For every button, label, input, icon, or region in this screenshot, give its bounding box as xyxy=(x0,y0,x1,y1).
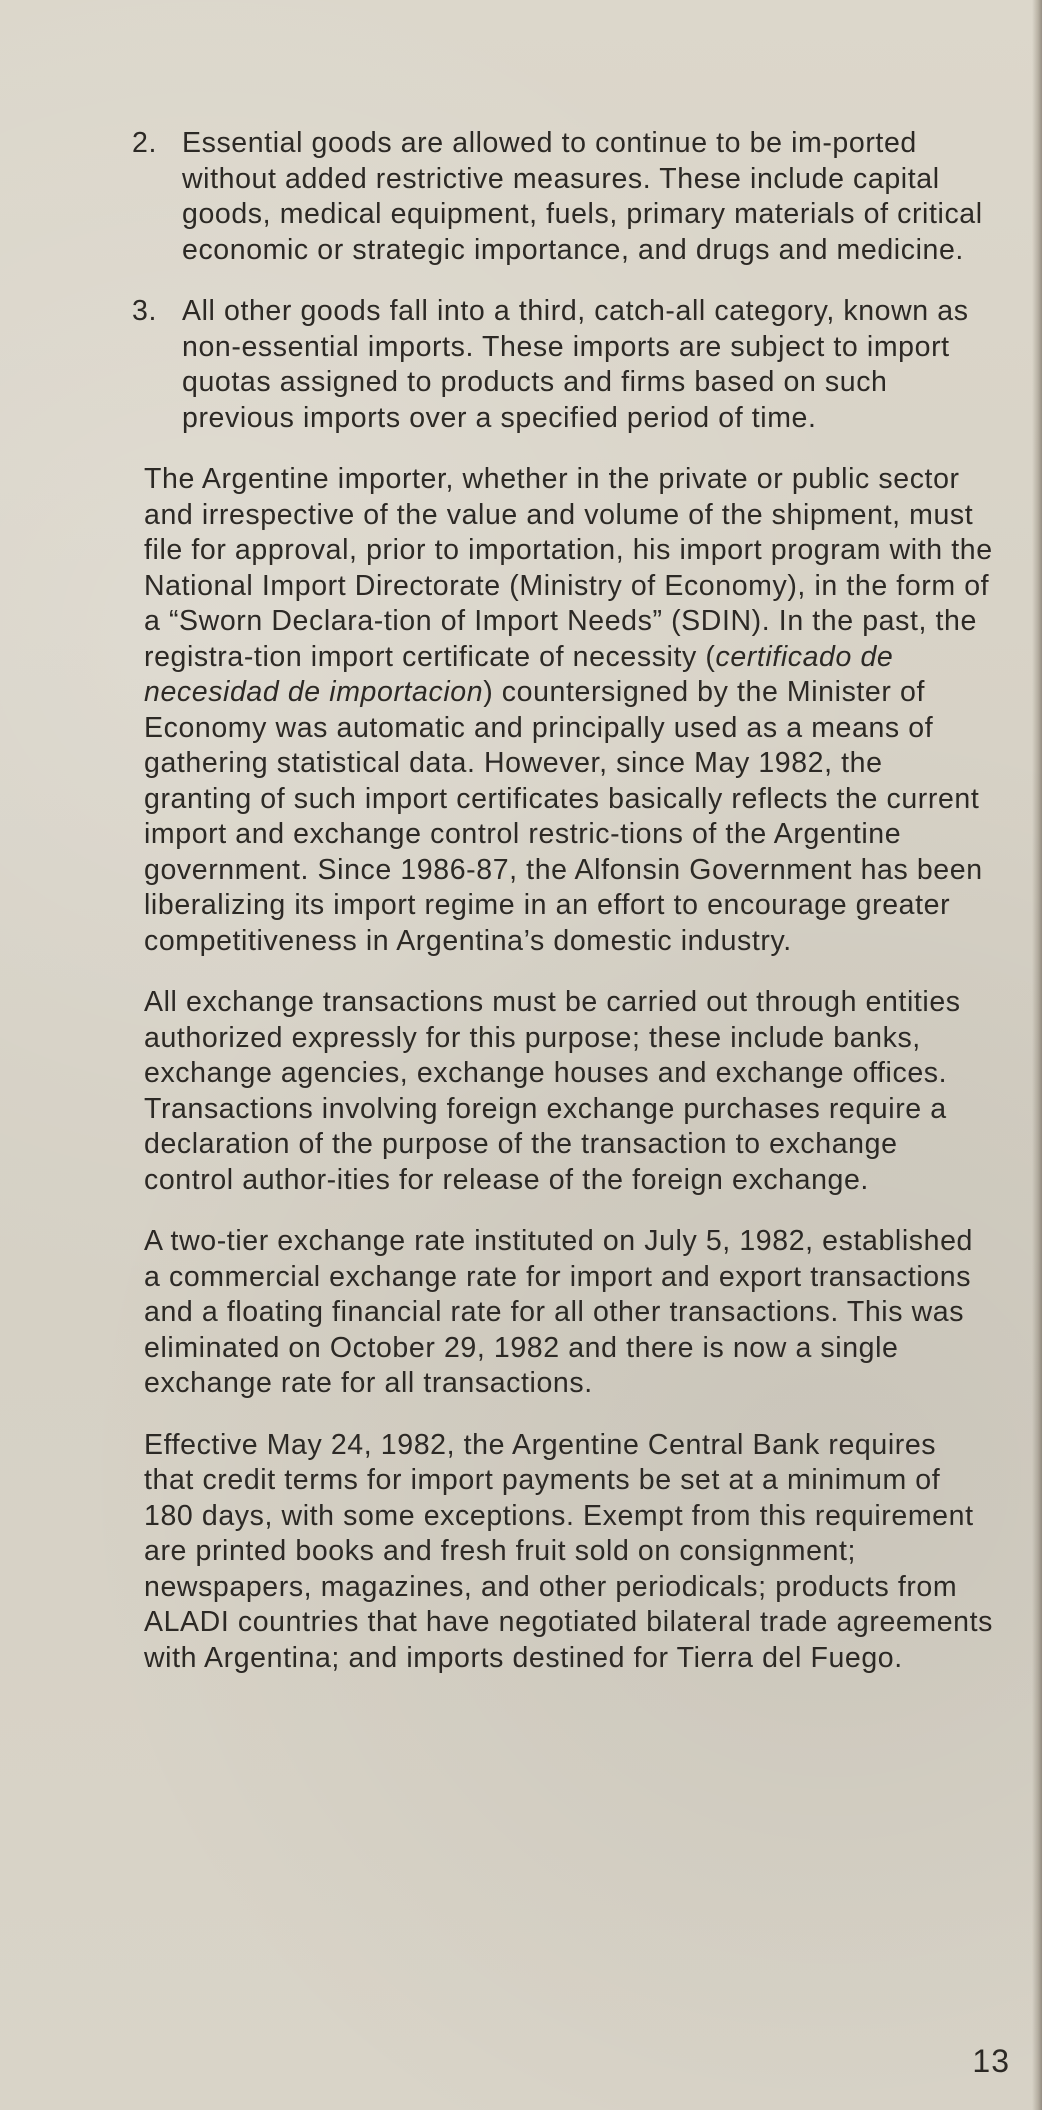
list-item-text: All other goods fall into a third, catch-all category, known as non-essential imports. These imports are subject to import quotas assigned to products and firms based on such previous imports over a specified period of time. xyxy=(182,295,969,434)
numbered-list xyxy=(132,126,994,436)
page-content xyxy=(132,126,994,1702)
list-item-number: 3. xyxy=(132,295,157,327)
paragraph-text: ) countersigned by the Minister of Economy was automatic and principally used as a means of gathering statistical data. However, since May 1982, the granting of such import certificates basically reflects the current import and exchange control restric-tions of the Argentine government. Since 1986-87, the Alfonsin Government has been liberalizing its import regime in an effort to encourage greater competitiveness in Argentina’s domestic industry. xyxy=(144,676,983,957)
paragraph-credit-terms: Effective May 24, 1982, the Argentine Central Bank requires that credit terms for import payments be set at a minimum of 180 days, with some exceptions. Exempt from this requirement are printed books and fresh fruit sold on consignment; newspapers, magazines, and other periodicals; products from ALADI countries that have negotiated bilateral trade agreements with Argentina; and imports destined for Tierra del Fuego. xyxy=(144,1428,993,1674)
paragraph-import-program xyxy=(144,462,994,959)
page-edge-shadow xyxy=(1032,0,1042,2110)
list-item xyxy=(132,294,994,436)
list-item-text: Essential goods are allowed to continue to be im-ported without added restrictive measures. These include capital goods, medical equipment, fuels, primary materials of critical economic or strategic importance, and drugs and medicine. xyxy=(182,127,983,266)
list-item xyxy=(132,126,994,268)
paragraph-exchange-rate: A two-tier exchange rate instituted on July 5, 1982, established a commercial exchange rate for import and export transactions and a floating financial rate for all other transactions. This was eliminated on October 29, 1982 and there is now a single exchange rate for all transactions. xyxy=(144,1225,973,1399)
paragraph-text: The Argentine importer, whether in the private or public sector and irrespective of the value and volume of the shipment, must file for approval, prior to importation, his import program with the National Import Directorate (Ministry of Economy), in the form of a “Sworn Declara-tion of Import Needs” (SDIN). In the past, the registra-tion import certificate of necessity ( xyxy=(144,463,993,673)
paragraph-italic-term: certificado de necesidad de importacion xyxy=(144,640,894,708)
list-item-number: 2. xyxy=(132,127,157,159)
page-number: 13 xyxy=(972,2043,1010,2079)
paragraph-exchange-transactions: All exchange transactions must be carried out through entities authorized expressly for this purpose; these include banks, exchange agencies, exchange houses and exchange offices. Transactions involving foreign exchange purchases require a declaration of the purpose of the transaction to exchange control author-ities for release of the foreign exchange. xyxy=(144,986,961,1196)
